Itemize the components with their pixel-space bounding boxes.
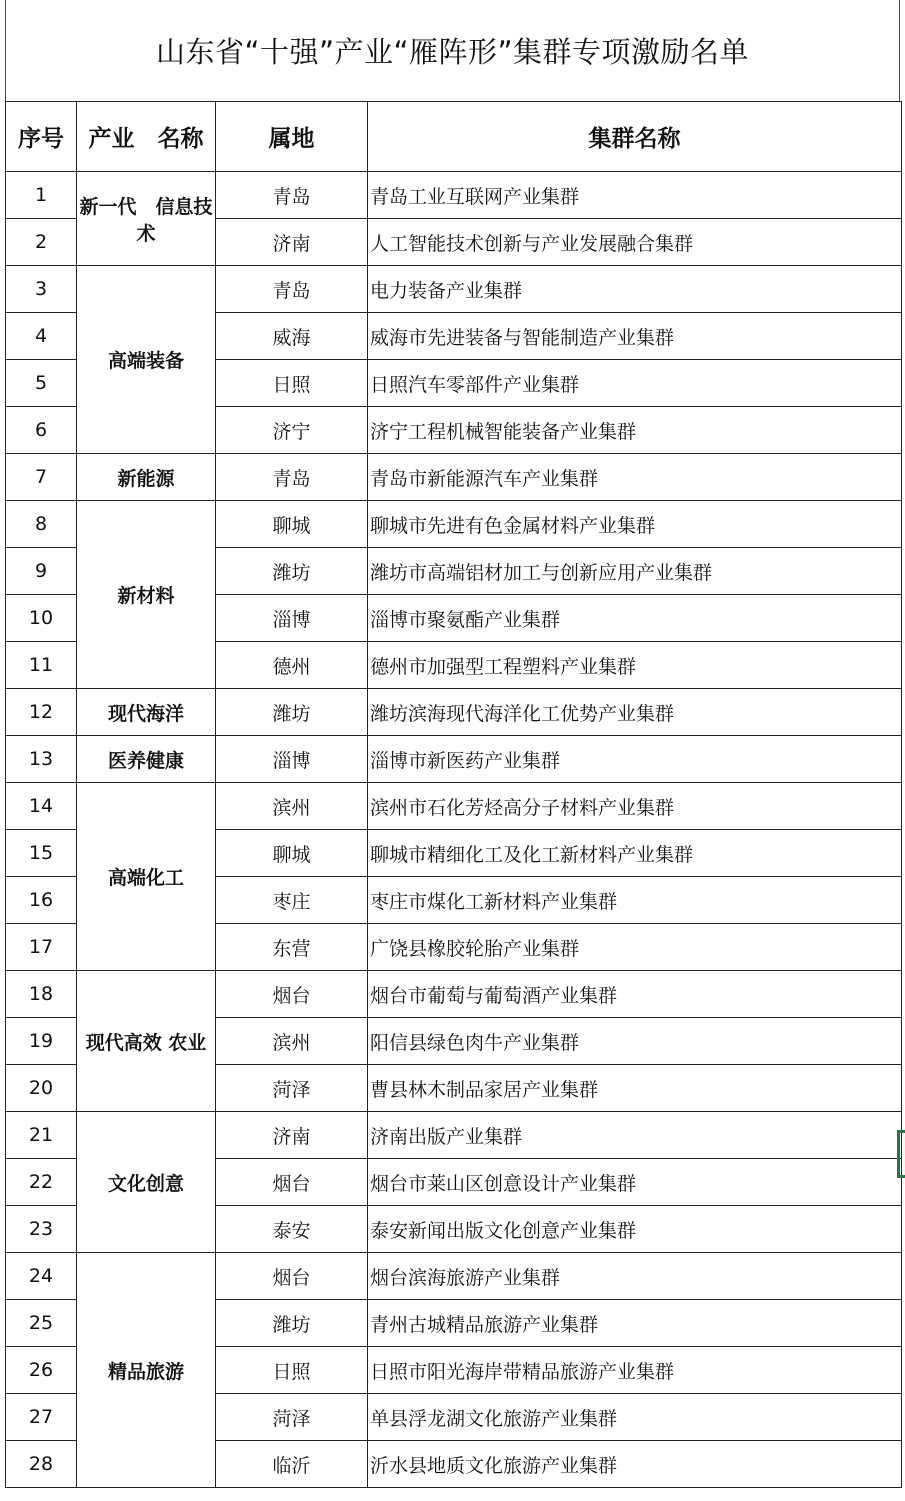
cluster-name-cell[interactable]: 聊城市精细化工及化工新材料产业集群: [368, 830, 902, 877]
cluster-name-cell[interactable]: 滨州市石化芳烃高分子材料产业集群: [368, 783, 902, 830]
cell-selection-indicator: [897, 1130, 905, 1178]
location-cell[interactable]: 潍坊: [216, 548, 368, 595]
cluster-name-cell[interactable]: 青州古城精品旅游产业集群: [368, 1300, 902, 1347]
industry-cell[interactable]: 高端装备: [77, 266, 216, 454]
row-number-cell[interactable]: 10: [6, 595, 77, 642]
location-cell[interactable]: 青岛: [216, 172, 368, 219]
cluster-name-cell[interactable]: 烟台滨海旅游产业集群: [368, 1253, 902, 1300]
row-number-cell[interactable]: 26: [6, 1347, 77, 1394]
row-number-cell[interactable]: 6: [6, 407, 77, 454]
location-cell[interactable]: 菏泽: [216, 1065, 368, 1112]
industry-cell[interactable]: 精品旅游: [77, 1253, 216, 1488]
row-number-cell[interactable]: 12: [6, 689, 77, 736]
cluster-name-cell[interactable]: 烟台市葡萄与葡萄酒产业集群: [368, 971, 902, 1018]
header-location[interactable]: 属地: [216, 102, 368, 172]
industry-cell[interactable]: 新材料: [77, 501, 216, 689]
location-cell[interactable]: 日照: [216, 360, 368, 407]
page-title: 山东省“十强”产业“雁阵形”集群专项激励名单: [155, 35, 750, 69]
row-number-cell[interactable]: 2: [6, 219, 77, 266]
cluster-name-cell[interactable]: 人工智能技术创新与产业发展融合集群: [368, 219, 902, 266]
industry-cell[interactable]: 新一代 信息技术: [77, 172, 216, 266]
table-row: [6, 783, 902, 830]
cluster-name-cell[interactable]: 聊城市先进有色金属材料产业集群: [368, 501, 902, 548]
table-row: [6, 971, 902, 1018]
cluster-name-cell[interactable]: 淄博市聚氨酯产业集群: [368, 595, 902, 642]
location-cell[interactable]: 泰安: [216, 1206, 368, 1253]
location-cell[interactable]: 聊城: [216, 501, 368, 548]
location-cell[interactable]: 济宁: [216, 407, 368, 454]
row-number-cell[interactable]: 27: [6, 1394, 77, 1441]
table-row: [6, 172, 902, 219]
cluster-name-cell[interactable]: 济宁工程机械智能装备产业集群: [368, 407, 902, 454]
cluster-name-cell[interactable]: 单县浮龙湖文化旅游产业集群: [368, 1394, 902, 1441]
row-number-cell[interactable]: 20: [6, 1065, 77, 1112]
cluster-name-cell[interactable]: 青岛工业互联网产业集群: [368, 172, 902, 219]
row-number-cell[interactable]: 15: [6, 830, 77, 877]
row-number-cell[interactable]: 5: [6, 360, 77, 407]
row-number-cell[interactable]: 4: [6, 313, 77, 360]
cluster-name-cell[interactable]: 日照汽车零部件产业集群: [368, 360, 902, 407]
row-number-cell[interactable]: 18: [6, 971, 77, 1018]
industry-cell[interactable]: 现代海洋: [77, 689, 216, 736]
location-cell[interactable]: 潍坊: [216, 689, 368, 736]
location-cell[interactable]: 日照: [216, 1347, 368, 1394]
row-number-cell[interactable]: 24: [6, 1253, 77, 1300]
header-industry[interactable]: 产业 名称: [77, 102, 216, 172]
header-row: [6, 102, 902, 172]
row-number-cell[interactable]: 11: [6, 642, 77, 689]
cluster-name-cell[interactable]: 德州市加强型工程塑料产业集群: [368, 642, 902, 689]
row-number-cell[interactable]: 13: [6, 736, 77, 783]
table-row: [6, 266, 902, 313]
location-cell[interactable]: 滨州: [216, 783, 368, 830]
industry-cell[interactable]: 文化创意: [77, 1112, 216, 1253]
row-number-cell[interactable]: 25: [6, 1300, 77, 1347]
cluster-name-cell[interactable]: 曹县林木制品家居产业集群: [368, 1065, 902, 1112]
cluster-name-cell[interactable]: 青岛市新能源汽车产业集群: [368, 454, 902, 501]
table-row: [6, 501, 902, 548]
row-number-cell[interactable]: 23: [6, 1206, 77, 1253]
cluster-name-cell[interactable]: 潍坊滨海现代海洋化工优势产业集群: [368, 689, 902, 736]
row-number-cell[interactable]: 17: [6, 924, 77, 971]
row-number-cell[interactable]: 1: [6, 172, 77, 219]
table-row: [6, 689, 902, 736]
industry-cell[interactable]: 高端化工: [77, 783, 216, 971]
location-cell[interactable]: 青岛: [216, 454, 368, 501]
table-body: [6, 172, 902, 1488]
industry-cell[interactable]: 新能源: [77, 454, 216, 501]
location-cell[interactable]: 济南: [216, 219, 368, 266]
location-cell[interactable]: 淄博: [216, 595, 368, 642]
cluster-name-cell[interactable]: 潍坊市高端铝材加工与创新应用产业集群: [368, 548, 902, 595]
location-cell[interactable]: 烟台: [216, 971, 368, 1018]
cluster-name-cell[interactable]: 济南出版产业集群: [368, 1112, 902, 1159]
location-cell[interactable]: 菏泽: [216, 1394, 368, 1441]
table-row: [6, 736, 902, 783]
location-cell[interactable]: 济南: [216, 1112, 368, 1159]
cluster-table: [5, 101, 902, 1488]
row-number-cell[interactable]: 19: [6, 1018, 77, 1065]
row-number-cell[interactable]: 7: [6, 454, 77, 501]
location-cell[interactable]: 潍坊: [216, 1300, 368, 1347]
location-cell[interactable]: 烟台: [216, 1159, 368, 1206]
cluster-name-cell[interactable]: 沂水县地质文化旅游产业集群: [368, 1441, 902, 1488]
cluster-name-cell[interactable]: 日照市阳光海岸带精品旅游产业集群: [368, 1347, 902, 1394]
row-number-cell[interactable]: 14: [6, 783, 77, 830]
cluster-name-cell[interactable]: 广饶县橡胶轮胎产业集群: [368, 924, 902, 971]
table-row: [6, 1253, 902, 1300]
location-cell[interactable]: 淄博: [216, 736, 368, 783]
cluster-name-cell[interactable]: 烟台市莱山区创意设计产业集群: [368, 1159, 902, 1206]
row-number-cell[interactable]: 22: [6, 1159, 77, 1206]
title-cell[interactable]: [5, 0, 900, 101]
cluster-name-cell[interactable]: 枣庄市煤化工新材料产业集群: [368, 877, 902, 924]
header-no[interactable]: 序号: [6, 102, 77, 172]
table-row: [6, 454, 902, 501]
location-cell[interactable]: 威海: [216, 313, 368, 360]
location-cell[interactable]: 临沂: [216, 1441, 368, 1488]
location-cell[interactable]: 东营: [216, 924, 368, 971]
cluster-name-cell[interactable]: 电力装备产业集群: [368, 266, 902, 313]
cluster-name-cell[interactable]: 阳信县绿色肉牛产业集群: [368, 1018, 902, 1065]
location-cell[interactable]: 德州: [216, 642, 368, 689]
cluster-name-cell[interactable]: 威海市先进装备与智能制造产业集群: [368, 313, 902, 360]
row-number-cell[interactable]: 16: [6, 877, 77, 924]
location-cell[interactable]: 烟台: [216, 1253, 368, 1300]
industry-cell[interactable]: 医养健康: [77, 736, 216, 783]
header-cluster[interactable]: 集群名称: [368, 102, 902, 172]
row-number-cell[interactable]: 21: [6, 1112, 77, 1159]
table-row: [6, 1112, 902, 1159]
row-number-cell[interactable]: 8: [6, 501, 77, 548]
row-number-cell[interactable]: 9: [6, 548, 77, 595]
location-cell[interactable]: 滨州: [216, 1018, 368, 1065]
cluster-name-cell[interactable]: 泰安新闻出版文化创意产业集群: [368, 1206, 902, 1253]
industry-cell[interactable]: 现代高效 农业: [77, 971, 216, 1112]
location-cell[interactable]: 枣庄: [216, 877, 368, 924]
cluster-name-cell[interactable]: 淄博市新医药产业集群: [368, 736, 902, 783]
location-cell[interactable]: 聊城: [216, 830, 368, 877]
row-number-cell[interactable]: 3: [6, 266, 77, 313]
row-number-cell[interactable]: 28: [6, 1441, 77, 1488]
location-cell[interactable]: 青岛: [216, 266, 368, 313]
